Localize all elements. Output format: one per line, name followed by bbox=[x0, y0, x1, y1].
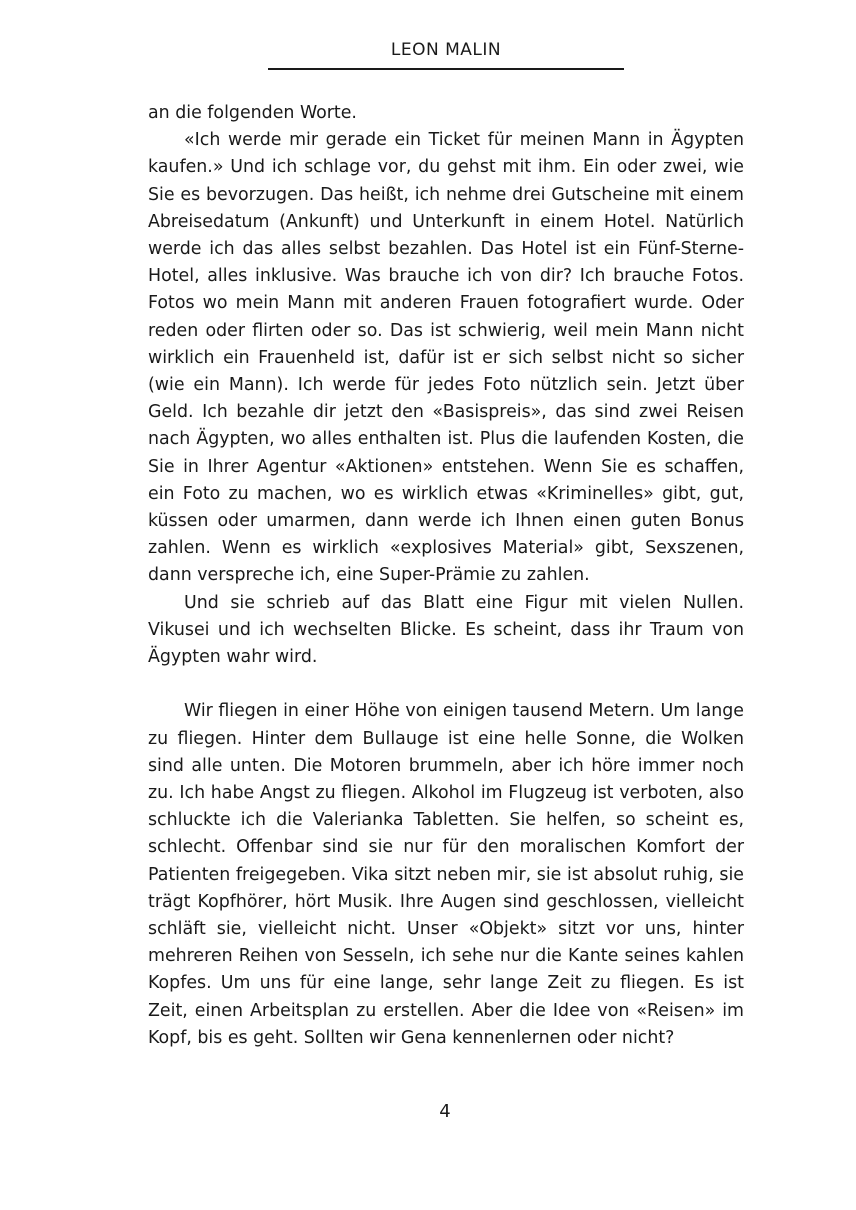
paragraph: Und sie schrieb auf das Blatt eine Figur mit vielen Nullen. Vikusei und ich wechselten Blicke. Es scheint, dass ihr Traum von Ägypten wahr wird. bbox=[148, 592, 744, 668]
page-number: 4 bbox=[439, 1101, 451, 1122]
paragraph: «Ich werde mir gerade ein Ticket für meinen Mann in Ägypten kaufen.» Und ich schlage vor, du gehst mit ihm. Ein oder zwei, wie Sie es bevorzugen. Das heißt, ich nehme drei Gutscheine mit einem Abreisedatum (Ankunft) und Unterkunft in einem Hotel. Natürlich werde ich das alles selbst bezahlen. Das Hotel ist ein Fünf-Sterne-Hotel, alles inklusive. Was brauche ich von dir? Ich brauche Fotos. Fotos wo mein Mann mit anderen Frauen fotografiert wurde. Oder reden oder flirten oder so. Das ist schwierig, weil mein Mann nicht wirklich ein Frauenheld ist, dafür ist er sich selbst nicht so sicher (wie ein Mann). Ich werde für jedes Foto nützlich sein. Jetzt über Geld. Ich bezahle dir jetzt den «Basispreis», das sind zwei Reisen nach Ägypten, wo alles enthalten ist. Plus die laufenden Kosten, die Sie in Ihrer Agentur «Aktionen» entstehen. Wenn Sie es schaffen, ein Foto zu machen, wo es wirklich etwas «Kriminelles» gibt, gut, küssen oder umarmen, dann werde ich Ihnen einen guten Bonus zahlen. Wenn es wirklich «explosives Material» gibt, Sexszenen, dann verspreche ich, eine Super-Prämie zu zahlen. bbox=[148, 130, 744, 586]
paragraph: an die folgenden Worte. bbox=[148, 103, 357, 123]
paragraph: Wir fliegen in einer Höhe von einigen tausend Metern. Um lange zu fliegen. Hinter dem Bullauge ist eine helle Sonne, die Wolken sind alle unten. Die Motoren brummeln, aber ich höre immer noch zu. Ich habe Angst zu fliegen. Alkohol im Flugzeug ist verboten, also schluckte ich die Valerianka Tabletten. Sie helfen, so scheint es, schlecht. Offenbar sind sie nur für den moralischen Komfort der Patienten freigegeben. Vika sitzt neben mir, sie ist absolut ruhig, sie trägt Kopfhörer, hört Musik. Ihre Augen sind geschlossen, vielleicht schläft sie, vielleicht nicht. Unser «Objekt» sitzt vor uns, hinter mehreren Reihen von Sesseln, ich sehe nur die Kante seines kahlen Kopfes. Um uns für eine lange, sehr lange Zeit zu fliegen. Es ist Zeit, einen Arbeitsplan zu erstellen. Aber die Idee von «Reisen» im Kopf, bis es geht. Sollten wir Gena kennenlernen oder nicht? bbox=[148, 701, 744, 1048]
page-body bbox=[148, 100, 744, 1052]
running-header: LEON MALIN bbox=[390, 40, 502, 60]
header-rule bbox=[268, 68, 624, 70]
